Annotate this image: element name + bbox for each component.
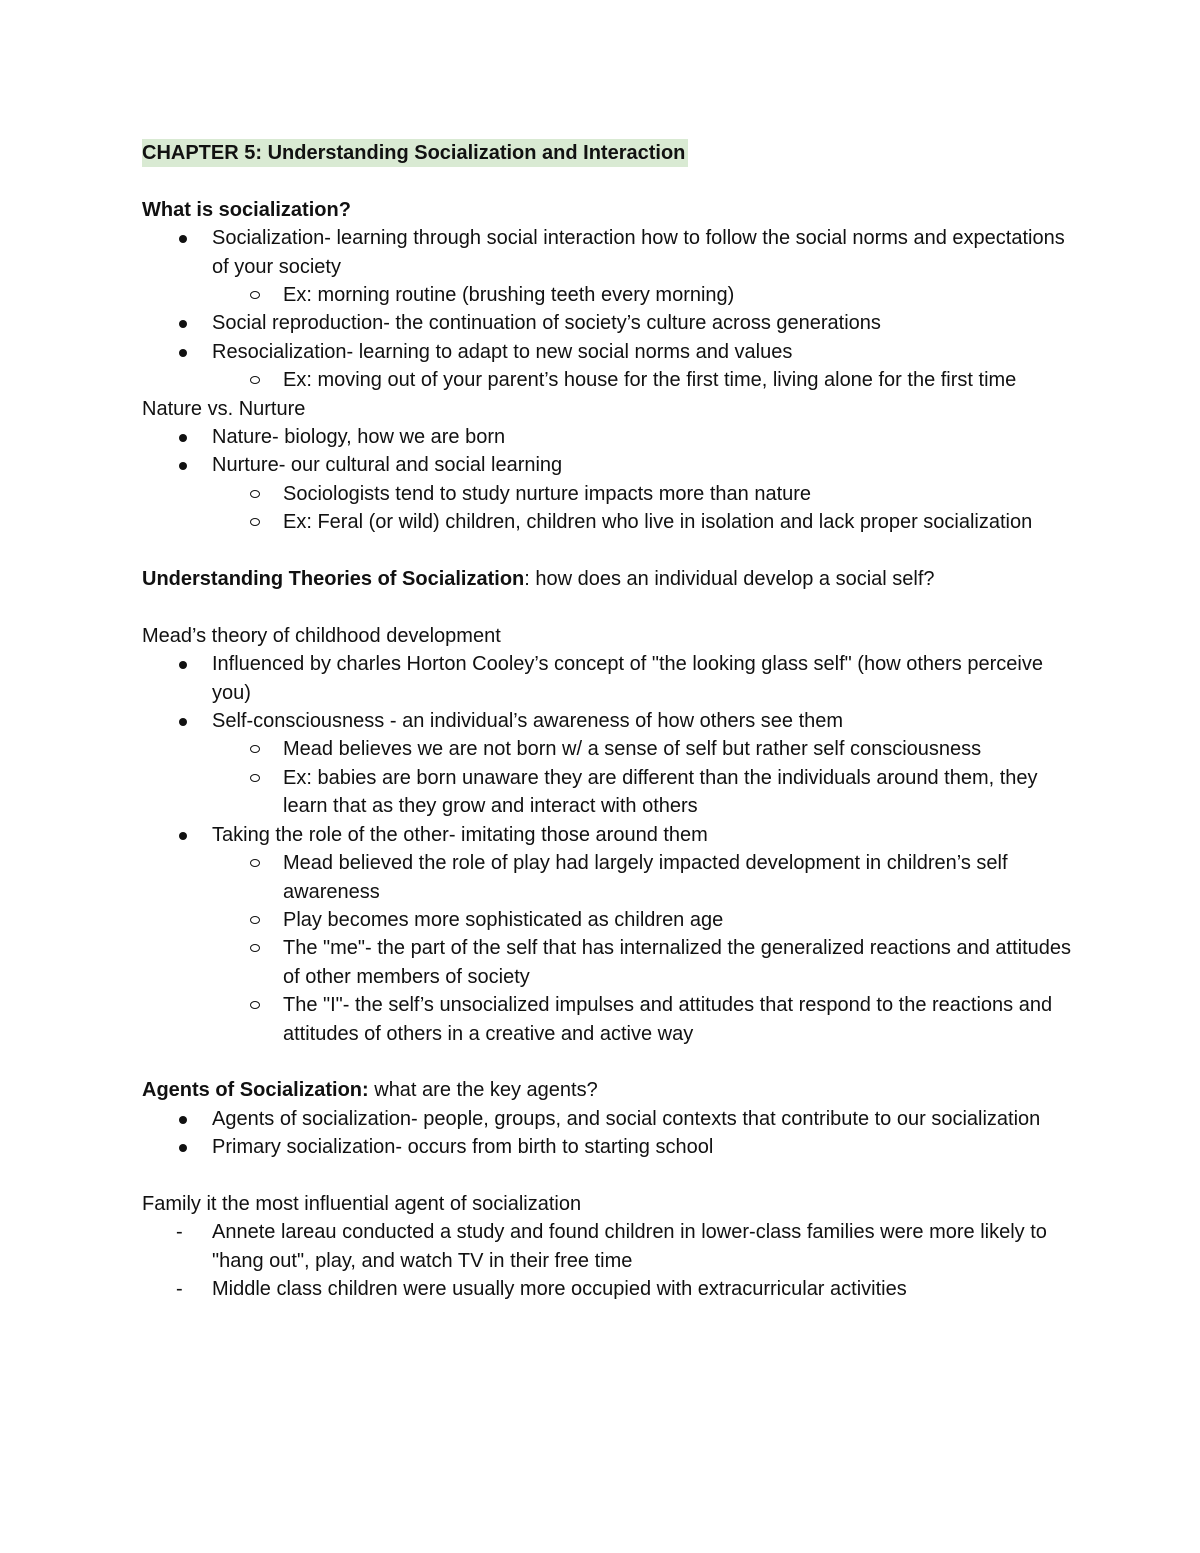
circle-bullet-icon (250, 490, 260, 498)
chapter-title: CHAPTER 5: Understanding Socialization and Interaction (142, 139, 688, 167)
section-heading-mead: Mead’s theory of childhood development (142, 624, 501, 647)
list-item-text: Social reproduction- the continuation of society’s culture across generations (212, 312, 881, 335)
sub-list-item-text: Mead believed the role of play had largely impacted development in children’s self awareness (283, 852, 1008, 903)
sub-list-item (142, 366, 1072, 394)
circle-bullet-icon (250, 291, 260, 299)
list-item (142, 224, 1072, 309)
circle-bullet-icon (250, 1001, 260, 1009)
sub-list (142, 281, 1072, 309)
section-heading-agents-bold: Agents of Socialization: (142, 1079, 369, 1102)
sub-list-item-text: Ex: Feral (or wild) children, children who live in isolation and lack proper socialization (283, 511, 1033, 534)
sub-list-item-text: Ex: babies are born unaware they are different than the individuals around them, they learn that as they grow and interact with others (283, 766, 1038, 818)
section-heading-socialization: What is socialization? (142, 198, 351, 221)
sub-list (142, 849, 1072, 1048)
sub-list-item (142, 764, 1072, 821)
sub-list-item-text: Mead believes we are not born w/ a sense of self but rather self consciousness (283, 738, 982, 761)
list-item-text: Taking the role of the other- imitating those around them (212, 823, 708, 846)
spacer (142, 537, 1072, 565)
sub-list-item-text: Sociologists tend to study nurture impacts more than nature (283, 482, 812, 505)
list-item-text: Nurture- our cultural and social learning (212, 454, 563, 477)
dash-icon: - (176, 1221, 183, 1244)
sub-list (142, 480, 1072, 537)
bullet-icon (179, 434, 187, 442)
bullet-icon (179, 718, 187, 726)
circle-bullet-icon (250, 774, 260, 782)
circle-bullet-icon (250, 745, 260, 753)
list-item (142, 451, 1072, 536)
bullet-icon (179, 1144, 187, 1152)
bullet-icon (179, 349, 187, 357)
circle-bullet-icon (250, 916, 260, 924)
circle-bullet-icon (250, 376, 260, 384)
sub-list-item (142, 480, 1072, 508)
list-item (142, 1133, 1072, 1161)
document-page (142, 139, 1072, 1304)
bullet-list (142, 1105, 1072, 1162)
sub-list-item (142, 991, 1072, 1048)
list-item (142, 309, 1072, 337)
sub-list-item (142, 508, 1072, 536)
list-item (142, 338, 1072, 395)
section-heading-theories-bold: Understanding Theories of Socialization (142, 568, 525, 591)
sub-list (142, 735, 1072, 820)
chapter-title-line (142, 139, 1072, 167)
circle-bullet-icon (250, 944, 260, 952)
list-item (142, 423, 1072, 451)
bullet-icon (179, 462, 187, 470)
bullet-list (142, 650, 1072, 1048)
list-item (142, 1275, 1072, 1303)
list-item (142, 821, 1072, 1048)
list-item-text: Middle class children were usually more occupied with extracurricular activities (212, 1278, 907, 1301)
sub-list-item (142, 906, 1072, 934)
bullet-list (142, 423, 1072, 537)
list-item-text: Annete lareau conducted a study and found children in lower-class families were more likely to "hang out", play, and watch TV in their free time (212, 1221, 1047, 1272)
sub-list-item-text: The "I"- the self’s unsocialized impulses and attitudes that respond to the reactions and attitudes of others in a creative and active way (283, 994, 1053, 1045)
list-item (142, 1105, 1072, 1133)
spacer (142, 1048, 1072, 1076)
bullet-icon (179, 1116, 187, 1124)
dash-icon: - (176, 1278, 183, 1301)
sub-list-item-text: Ex: moving out of your parent’s house for the first time, living alone for the first time (283, 369, 1017, 392)
list-item (142, 707, 1072, 821)
list-item-text: Agents of socialization- people, groups, and social contexts that contribute to our socialization (212, 1107, 1041, 1130)
sub-list-item-text: Play becomes more sophisticated as children age (283, 908, 724, 931)
sub-list-item (142, 281, 1072, 309)
spacer (142, 593, 1072, 621)
spacer (142, 1162, 1072, 1190)
list-item-text: Primary socialization- occurs from birth to starting school (212, 1136, 714, 1159)
section-heading-agents-rest: what are the key agents? (368, 1079, 598, 1102)
section-heading-agents (142, 1076, 1072, 1104)
list-item-text: Resocialization- learning to adapt to new social norms and values (212, 340, 793, 363)
list-item (142, 650, 1072, 707)
dash-list (142, 1218, 1072, 1303)
bullet-icon (179, 320, 187, 328)
section-heading-nature-nurture: Nature vs. Nurture (142, 397, 306, 420)
sub-list-item (142, 735, 1072, 763)
list-item-text: Influenced by charles Horton Cooley’s concept of "the looking glass self" (how others perceive you) (212, 653, 1043, 704)
bullet-icon (179, 661, 187, 669)
bullet-icon (179, 235, 187, 243)
spacer (142, 167, 1072, 195)
sub-list (142, 366, 1072, 394)
bullet-icon (179, 832, 187, 840)
sub-list-item (142, 934, 1072, 991)
section-heading-theories-rest: : how does an individual develop a social self? (524, 568, 935, 591)
bullet-list (142, 224, 1072, 394)
sub-list-item-text: The "me"- the part of the self that has internalized the generalized reactions and attitudes of other members of society (283, 937, 1071, 988)
list-item-text: Nature- biology, how we are born (212, 426, 506, 449)
section-heading-family: Family it the most influential agent of socialization (142, 1192, 582, 1215)
circle-bullet-icon (250, 518, 260, 526)
list-item-text: Self-consciousness - an individual’s awareness of how others see them (212, 710, 844, 733)
sub-list-item-text: Ex: morning routine (brushing teeth every morning) (283, 284, 735, 307)
sub-list-item (142, 849, 1072, 906)
section-heading-theories (142, 565, 1072, 593)
circle-bullet-icon (250, 859, 260, 867)
list-item-text: Socialization- learning through social interaction how to follow the social norms and expectations of your society (212, 227, 1065, 278)
list-item (142, 1218, 1072, 1275)
